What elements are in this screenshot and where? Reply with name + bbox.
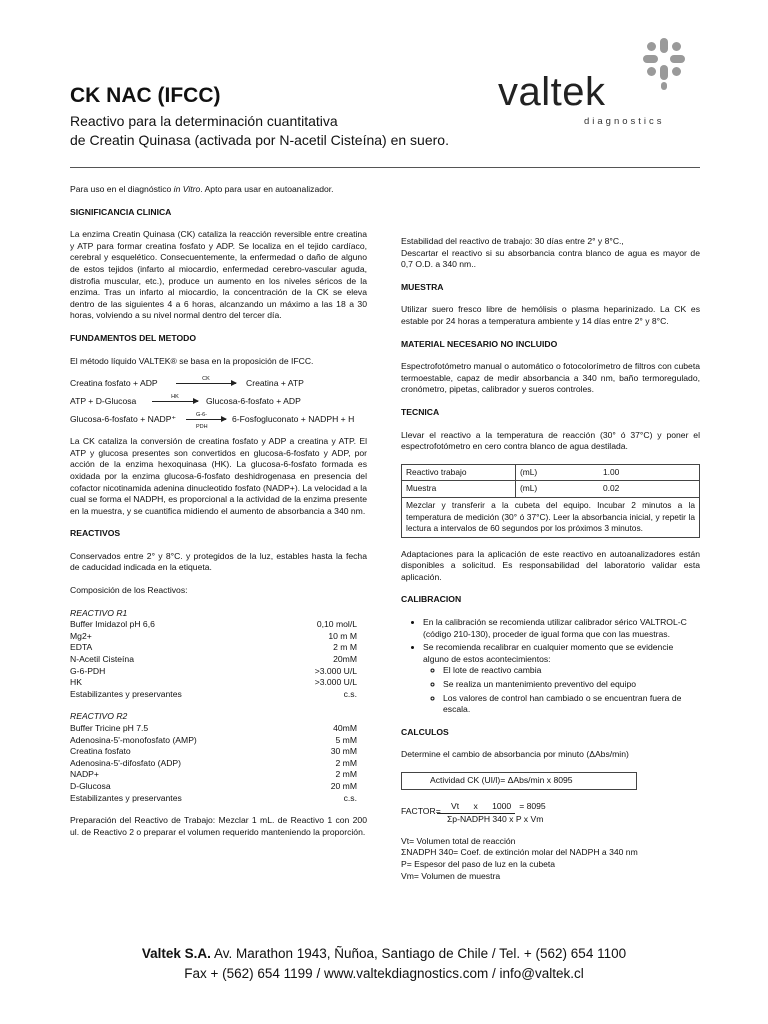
list-item: ◦ El lote de reactivo cambia — [443, 665, 700, 677]
muestra-text: Utilizar suero fresco libre de hemólisis o plasma heparinizado. La CK es estable por 24 horas a temperatura ambiente y 14 días entre 2° y 8°C. — [401, 304, 700, 326]
calibracion-list — [401, 617, 700, 716]
list-item: EDTA 2 m M — [70, 642, 357, 653]
fundamentos-heading: FUNDAMENTOS DEL METODO — [70, 332, 197, 343]
list-item: Estabilizantes y preservantes c.s. — [70, 688, 357, 699]
list-item: ΣNADPH 340= Coef. de extinción molar del NADPH a 340 nm — [401, 847, 638, 858]
list-item: Buffer Imidazol pH 6,6 0,10 mol/L — [70, 619, 357, 630]
r1-list — [70, 619, 367, 700]
table-row: Muestra (mL) 0.02 — [402, 481, 700, 498]
reactivos-text: Conservados entre 2° y 8°C. y protegidos de la luz, estables hasta la fecha de caducidad indicada en la etiqueta. — [70, 550, 367, 573]
r2-label: REACTIVO R2 — [70, 711, 128, 722]
list-item: Mg2+ 10 m M — [70, 630, 357, 641]
footer-address: Valtek S.A. Av. Marathon 1943, Ñuñoa, Santiago de Chile / Tel. + (562) 654 1100 — [141, 946, 627, 961]
fundamentos-text: La CK cataliza la conversión de creatina fosfato y ADP a creatina y ATP. El ATP y glucosa presentes son convertidos en glucosa-6-fosfato y ADP, por acción de la enzima hexoquinasa (HK). La glucosa-6-fosfato formada es oxidada por la enzima glucosa-6-fosfato deshidrogenasa en presencia del cofactor nicotinamida adenina dinucleotido fosfato (NADP+). La velocidad a la cual se forma el NADPH, es proporcional a la actividad de la enzima presente en la muestra, y se cuantifica midiendo el aumento de absorbancia a 340 nm. — [70, 436, 367, 516]
formula-box: Actividad CK (UI/l)= ΔAbs/min x 8095 — [401, 772, 637, 790]
calculos-heading: CALCULOS — [401, 726, 449, 737]
document-subtitle-1: Reactivo para la determinación cuantitativa — [70, 113, 338, 129]
logo-wordmark: valtek — [498, 70, 606, 114]
material-text: Espectrofotómetro manual o automático o fotocolorímetro de filtros con cubeta termoestable, capaz de medir absorbancia a 340 nm, baño termoregulado, cronómetro, pipetas, calibrador y sueros controles. — [401, 361, 700, 395]
list-item: Estabilizantes y preservantes c.s. — [70, 792, 357, 803]
fundamentos-intro: El método líquido VALTEK® se basa en la proposición de IFCC. — [70, 355, 314, 366]
calculos-definitions — [401, 836, 700, 882]
reaction-arrow: CK — [176, 383, 236, 384]
valtek-logo-icon — [643, 38, 685, 90]
list-item: Vm= Volumen de muestra — [401, 870, 501, 881]
significancia-heading: SIGNIFICANCIA CLINICA — [70, 206, 172, 217]
list-item: N-Acetil Cisteína 20mM — [70, 654, 357, 665]
list-item: Creatina fosfato 30 mM — [70, 746, 357, 757]
left-column — [70, 184, 367, 849]
tecnica-text: Llevar el reactivo a la temperatura de reacción (30° ó 37°C) y poner el espectrofotómetro en cero contra blanco de agua destilada. — [401, 429, 700, 452]
logo-subtitle: diagnostics — [584, 116, 665, 127]
table-row: Mezclar y transferir a la cubeta del equipo. Incubar 2 minutos a la temperatura de medición (30° ó 37°C). Leer la absorbancia inicial, y repetir la lectura a intervalos de 60 segundos por los próximos 3 minutos. — [402, 497, 700, 537]
estabilidad-line-2: Descartar el reactivo si su absorbancia contra blanco de agua es mayor de 0,7 O.D. a 340 nm.. — [401, 247, 700, 270]
preparacion-text: Preparación del Reactivo de Trabajo: Mezclar 1 mL. de Reactivo 1 con 200 ul. de Reactivo 2 o preparar el volumen requerido manteniendo la proporción. — [70, 815, 367, 837]
composicion-label: Composición de los Reactivos: — [70, 585, 188, 596]
muestra-heading: MUESTRA — [401, 281, 444, 292]
list-item: Buffer Tricine pH 7.5 40mM — [70, 723, 357, 733]
list-item: Vt= Volumen total de reacción — [401, 835, 516, 846]
list-item: G-6-PDH >3.000 U/L — [70, 665, 357, 676]
calibracion-heading: CALIBRACION — [401, 594, 462, 605]
document-subtitle-2: de Creatin Quinasa (activada por N-acetil Cisteína) en suero. — [70, 132, 449, 148]
intro-text: Para uso en el diagnóstico in Vitro. Apto para usar en autoanalizador. — [70, 184, 334, 194]
footer-contact: Fax + (562) 654 1199 / www.valtekdiagnostics.com / info@valtek.cl — [184, 966, 584, 981]
list-item: P= Espesor del paso de luz en la cubeta — [401, 858, 556, 869]
right-column — [401, 236, 700, 882]
material-heading: MATERIAL NECESARIO NO INCLUIDO — [401, 338, 558, 349]
tecnica-table — [401, 464, 700, 538]
list-item: • Se recomienda recalibrar en cualquier momento que se evidencie alguno de estos acontecimientos: ◦ El lote de reactivo cambia ◦ Se realiza un mantenimiento preventivo del equipo ◦ Los valores de control han cambiado o se encuentran fuera de escala. — [423, 642, 700, 716]
reaction-1: Creatina fosfato + ADP CK Creatina + ATP — [70, 376, 304, 388]
r2-list — [70, 723, 367, 804]
reactivos-heading: REACTIVOS — [70, 528, 121, 539]
estabilidad-line-1: Estabilidad del reactivo de trabajo: 30 días entre 2° y 8°C., — [401, 236, 624, 246]
list-item: ◦ Los valores de control han cambiado o se encuentran fuera de escala. — [443, 693, 700, 716]
calculos-intro: Determine el cambio de absorbancia por minuto (ΔAbs/min) — [401, 749, 629, 760]
list-item: D-Glucosa 20 mM — [70, 780, 357, 791]
reaction-arrow: G-6-PDH — [186, 419, 226, 420]
list-item: Adenosina-5'-monofosfato (AMP) 5 mM — [70, 734, 357, 745]
list-item: NADP+ 2 mM — [70, 769, 357, 780]
factor-formula: FACTOR= Vt x 1000 = 8095 Σp-NADPH 340 x P x Vm — [401, 800, 546, 825]
adaptaciones-text: Adaptaciones para la aplicación de este reactivo en autoanalizadores están disponibles a solicitud. Es responsabilidad del laboratorio validar esta aplicación. — [401, 548, 700, 582]
list-item: Adenosina-5'-difosfato (ADP) 2 mM — [70, 757, 357, 768]
r1-label: REACTIVO R1 — [70, 607, 128, 618]
document-title: CK NAC (IFCC) — [70, 84, 221, 107]
tecnica-heading: TECNICA — [401, 406, 440, 417]
significancia-text: La enzima Creatin Quinasa (CK) cataliza la reacción reversible entre creatina y ATP para formar creatina fosfato y ADP. Se localiza en el tejido cardíaco, cerebral y esquelético. Consecuentemente, la enfermedad o daño de alguno de estos tejidos (infarto al miocardio, enfermedad cerebro-vascular aguda, distrofia muscular, etc.), produce un aumento en los niveles séricos de la enzima. Tras un infarto al miocardio, la concentración de la CK se eleva dentro de las siguientes 4 a 6 horas, alcanzando un máximo a las 18 a 30 horas, volviendo a su nivel normal dentro del tercer día. — [70, 229, 367, 321]
reaction-arrow: HK — [152, 401, 198, 402]
list-item: HK >3.000 U/L — [70, 677, 357, 688]
table-row: Reactivo trabajo (mL) 1.00 — [402, 464, 700, 481]
reaction-3: Glucosa-6-fosfato + NADP⁺ G-6-PDH 6-Fosfogluconato + NADPH + H — [70, 412, 355, 430]
reaction-2: ATP + D-Glucosa HK Glucosa-6-fosfato + ADP — [70, 394, 301, 406]
list-item: • En la calibración se recomienda utilizar calibrador sérico VALTROL-C (código 210-130), proceder de igual forma que con las muestras. — [423, 617, 700, 640]
list-item: ◦ Se realiza un mantenimiento preventivo del equipo — [443, 679, 700, 691]
header-divider — [70, 167, 700, 168]
